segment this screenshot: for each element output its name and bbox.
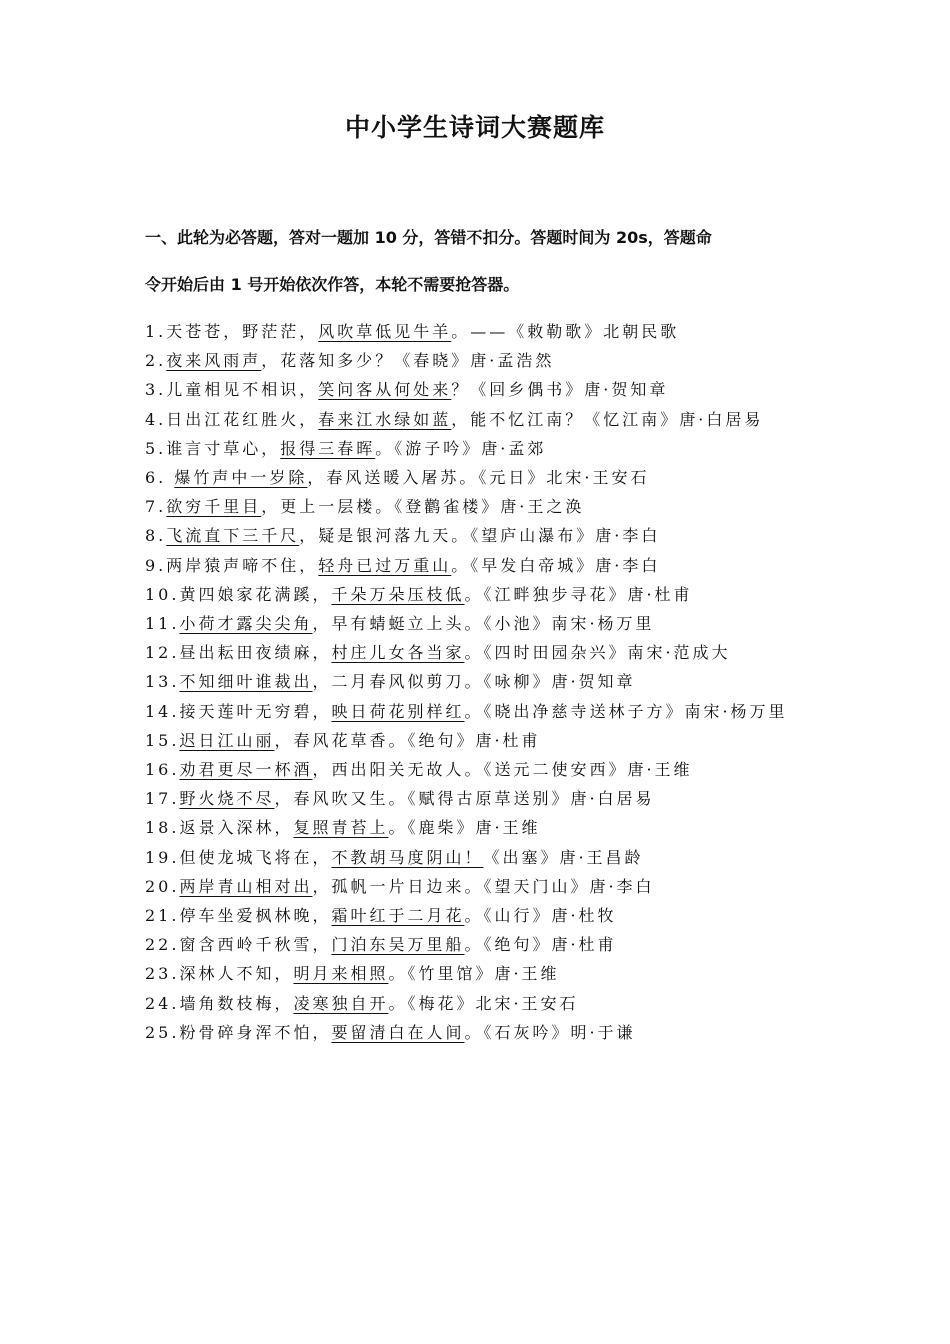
answer-text: 劝君更尽一杯酒 <box>179 760 313 780</box>
list-item <box>145 813 810 842</box>
question-source: 。《鹿柴》唐·王维 <box>388 818 541 838</box>
question-list <box>145 317 810 1047</box>
question-source: 。——《敕勒歌》北朝民歌 <box>451 322 680 341</box>
question-source: ，早有蜻蜓立上头。《小池》南宋·杨万里 <box>312 614 655 634</box>
question-text: 2. <box>145 351 167 371</box>
list-item <box>145 375 810 404</box>
list-item <box>145 609 810 638</box>
list-item <box>145 638 810 667</box>
question-text: 18.返景入深林， <box>145 818 294 838</box>
list-item <box>145 405 810 434</box>
question-text: 21.停车坐爱枫林晚， <box>145 906 332 926</box>
question-source: 《出塞》唐·王昌龄 <box>483 847 644 867</box>
question-source: 。《石灰吟》明·于谦 <box>464 1022 636 1042</box>
question-text: 11. <box>145 614 180 634</box>
question-text: 17. <box>145 789 180 809</box>
question-text: 24.墙角数枝梅， <box>145 993 294 1013</box>
answer-text: 村庄儿女各当家 <box>331 643 465 663</box>
list-item <box>145 989 810 1018</box>
list-item <box>145 1018 810 1047</box>
list-item <box>145 317 810 346</box>
answer-text: 欲穷千里目 <box>166 497 262 517</box>
question-source: ，疑是银河落九天。《望庐山瀑布》唐·李白 <box>299 526 661 546</box>
question-source: ，更上一层楼。《登鹳雀楼》唐·王之涣 <box>261 497 585 517</box>
list-item <box>145 551 810 580</box>
list-item <box>145 959 810 988</box>
answer-text: 门泊东吴万里船 <box>331 935 465 955</box>
question-source: 。《江畔独步寻花》唐·杜甫 <box>464 584 693 604</box>
list-item <box>145 901 810 930</box>
question-source: ，二月春风似剪刀。《咏柳》唐·贺知章 <box>312 672 636 692</box>
question-text: 7. <box>145 497 167 517</box>
question-text: 1.天苍苍，野茫茫， <box>145 322 319 341</box>
question-text: 12.昼出耘田夜绩麻， <box>145 643 332 663</box>
answer-text: 要留清白在人间 <box>331 1022 465 1042</box>
answer-text: 爆竹声中一岁除 <box>174 468 308 488</box>
answer-text: 夜来风雨声 <box>166 351 262 371</box>
answer-text: 笑问客从何处来 <box>318 380 452 400</box>
answer-text: 轻舟已过万重山 <box>318 555 452 575</box>
question-source: 。《四时田园杂兴》南宋·范成大 <box>464 643 731 663</box>
answer-text: 霜叶红于二月花 <box>331 906 465 926</box>
question-source: ，花落知多少？《春晓》唐·孟浩然 <box>261 351 555 371</box>
page-title: 中小学生诗词大赛题库 <box>344 113 605 142</box>
answer-text: 映日荷花别样红 <box>331 701 465 721</box>
question-text: 8. <box>145 526 167 546</box>
question-text: 25.粉骨碎身浑不怕， <box>145 1022 332 1042</box>
question-text: 22.窗含西岭千秋雪， <box>145 935 332 955</box>
list-item <box>145 580 810 609</box>
list-item <box>145 930 810 959</box>
answer-text: 春来江水绿如蓝 <box>318 409 452 429</box>
answer-text: 明月来相照 <box>293 964 389 984</box>
question-text: 23.深林人不知， <box>145 964 294 984</box>
question-source: 。《梅花》北宋·王安石 <box>388 993 579 1013</box>
list-item <box>145 784 810 813</box>
question-source: 。《晓出净慈寺送林子方》南宋·杨万里 <box>464 701 788 721</box>
question-text: 15. <box>145 730 180 750</box>
question-text: 6. <box>145 468 175 488</box>
answer-text: 迟日江山丽 <box>179 730 275 750</box>
question-source: 。《游子吟》唐·孟郊 <box>375 438 547 458</box>
instruction-line-1: 一、此轮为必答题，答对一题加 10 分，答错不扣分。答题时间为 20s，答题命 <box>145 228 712 247</box>
question-source: 。《早发白帝城》唐·李白 <box>451 555 661 575</box>
list-item <box>145 667 810 696</box>
question-source: ，孤帆一片日边来。《望天门山》唐·李白 <box>312 876 655 896</box>
list-item <box>145 521 810 550</box>
question-text: 14.接天莲叶无穷碧， <box>145 701 332 721</box>
answer-text: 风吹草低见牛羊 <box>318 322 452 341</box>
answer-text: 报得三春晖 <box>280 438 376 458</box>
question-source: ，春风花草香。《绝句》唐·杜甫 <box>274 730 541 750</box>
question-source: 。《绝句》唐·杜甫 <box>464 935 617 955</box>
list-item <box>145 872 810 901</box>
answer-text: 复照青苔上 <box>293 818 389 838</box>
question-source: ？《回乡偶书》唐·贺知章 <box>451 380 669 400</box>
question-text: 4.日出江花红胜火， <box>145 409 319 429</box>
answer-text: 飞流直下三千尺 <box>166 526 300 546</box>
question-source: ，西出阳关无故人。《送元二使安西》唐·王维 <box>312 760 693 780</box>
answer-text: 小荷才露尖尖角 <box>179 614 313 634</box>
list-item <box>145 843 810 872</box>
question-source: 。《山行》唐·杜牧 <box>464 906 617 926</box>
list-item <box>145 434 810 463</box>
question-text: 3.儿童相见不相识， <box>145 380 319 400</box>
question-text: 20. <box>145 876 180 896</box>
list-item <box>145 346 810 375</box>
answer-text: 千朵万朵压枝低 <box>331 584 465 604</box>
list-item <box>145 755 810 784</box>
instruction-line-2: 令开始后由 1 号开始依次作答，本轮不需要抢答器。 <box>145 275 520 294</box>
answer-text: 不知细叶谁裁出 <box>179 672 313 692</box>
list-item <box>145 697 810 726</box>
question-text: 10.黄四娘家花满蹊， <box>145 584 332 604</box>
question-source: 。《竹里馆》唐·王维 <box>388 964 560 984</box>
answer-text: 两岸青山相对出 <box>179 876 313 896</box>
list-item <box>145 492 810 521</box>
question-text: 19.但使龙城飞将在， <box>145 847 332 867</box>
question-text: 13. <box>145 672 180 692</box>
question-text: 5.谁言寸草心， <box>145 438 281 458</box>
list-item <box>145 726 810 755</box>
list-item <box>145 463 810 492</box>
question-text: 16. <box>145 760 180 780</box>
answer-text: 凌寒独自开 <box>293 993 389 1013</box>
answer-text: 不教胡马度阴山！ <box>331 847 484 867</box>
question-source: ，能不忆江南？《忆江南》唐·白居易 <box>451 409 764 429</box>
question-source: ，春风吹又生。《赋得古原草送别》唐·白居易 <box>274 789 655 809</box>
question-source: ，春风送暖入屠苏。《元日》北宋·王安石 <box>307 468 650 488</box>
question-text: 9.两岸猿声啼不住， <box>145 555 319 575</box>
answer-text: 野火烧不尽 <box>179 789 275 809</box>
